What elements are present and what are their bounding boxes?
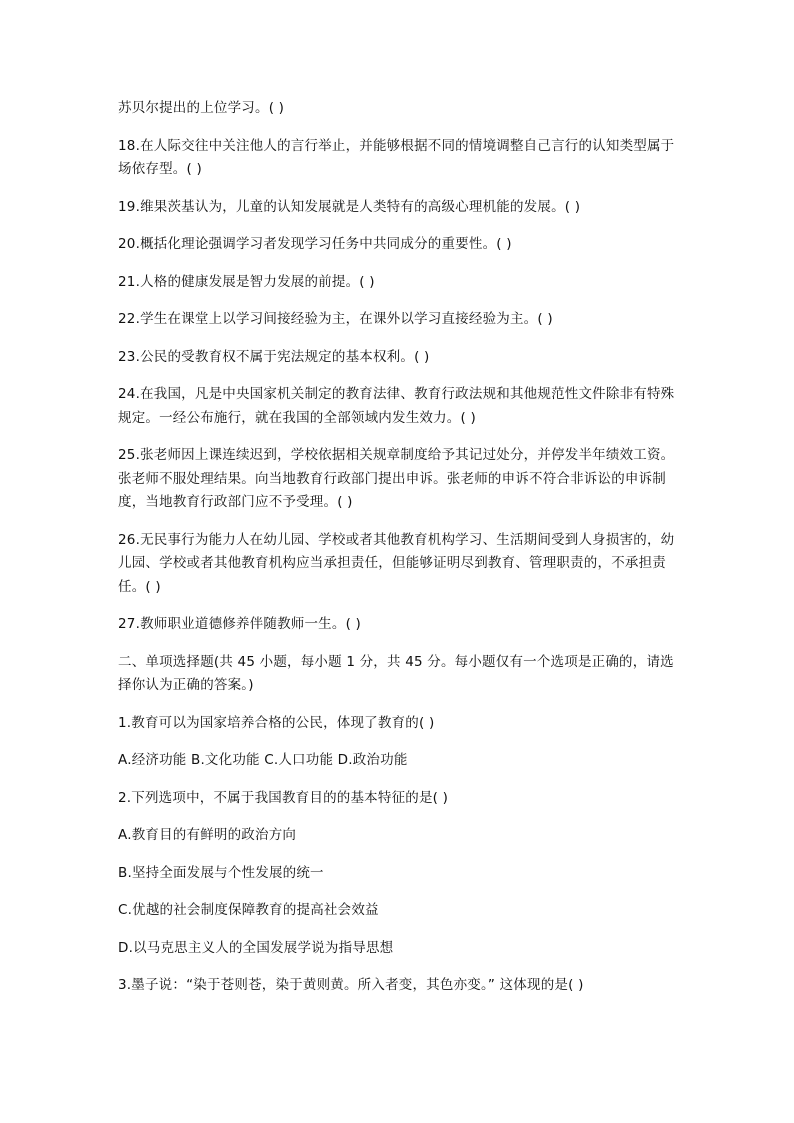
mc-question-3: 3.墨子说：“染于苍则苍，染于黄则黄。所入者变，其色亦变。” 这体现的是( ) [118, 977, 584, 993]
question-27: 27.教师职业道德修养伴随教师一生。( ) [118, 616, 361, 632]
question-22: 22.学生在课堂上以学习间接经验为主，在课外以学习直接经验为主。( ) [118, 311, 553, 327]
mc-option-2b: B.坚持全面发展与个性发展的统一 [118, 864, 324, 881]
mc-question-2: 2.下列选项中，不属于我国教育目的的基本特征的是( ) [118, 789, 449, 806]
question-25: 25.张老师因上课连续迟到，学校依据相关规章制度给予其记过处分，并停发半年绩效工资。张老师不服处理结果。向当地教育行政部门提出申诉。张老师的申诉不符合非诉讼的申诉制度，当地教育行政部门应不予受理。( ) [118, 447, 675, 510]
mc-options-1: A.经济功能 B.文化功能 C.人口功能 D.政治功能 [118, 752, 408, 768]
mc-question-1: 1.教育可以为国家培养合格的公民，体现了教育的( ) [118, 714, 435, 731]
question-21: 21.人格的健康发展是智力发展的前提。( ) [118, 273, 375, 290]
mc-option-2c: C.优越的社会制度保障教育的提高社会效益 [118, 902, 379, 918]
question-19: 19.维果茨基认为，儿童的认知发展就是人类特有的高级心理机能的发展。( ) [118, 198, 581, 215]
question-23: 23.公民的受教育权不属于宪法规定的基本权利。( ) [118, 348, 430, 365]
text-line: 苏贝尔提出的上位学习。( ) [118, 100, 285, 116]
section-heading: 二、单项选择题(共 45 小题，每小题 1 分，共 45 分。每小题仅有一个选项是正确的，请选择你认为正确的答案。) [118, 653, 674, 693]
mc-option-2d: D.以马克思主义人的全国发展学说为指导思想 [118, 939, 394, 956]
question-20: 20.概括化理论强调学习者发现学习任务中共同成分的重要性。( ) [118, 236, 512, 252]
mc-option-2a: A.教育目的有鲜明的政治方向 [118, 827, 297, 843]
question-18: 18.在人际交往中关注他人的言行举止，并能够根据不同的情境调整自己言行的认知类型属于场依存型。( ) [118, 137, 675, 177]
document-page [118, 97, 678, 998]
question-24: 24.在我国，凡是中央国家机关制定的教育法律、教育行政法规和其他规范性文件除非有特殊规定。一经公布施行，就在我国的全部领域内发生效力。( ) [118, 386, 675, 426]
question-26: 26.无民事行为能力人在幼儿园、学校或者其他教育机构学习、生活期间受到人身损害的，幼儿园、学校或者其他教育机构应当承担责任，但能够证明尽到教育、管理职责的，不承担责任。( ) [118, 531, 675, 595]
